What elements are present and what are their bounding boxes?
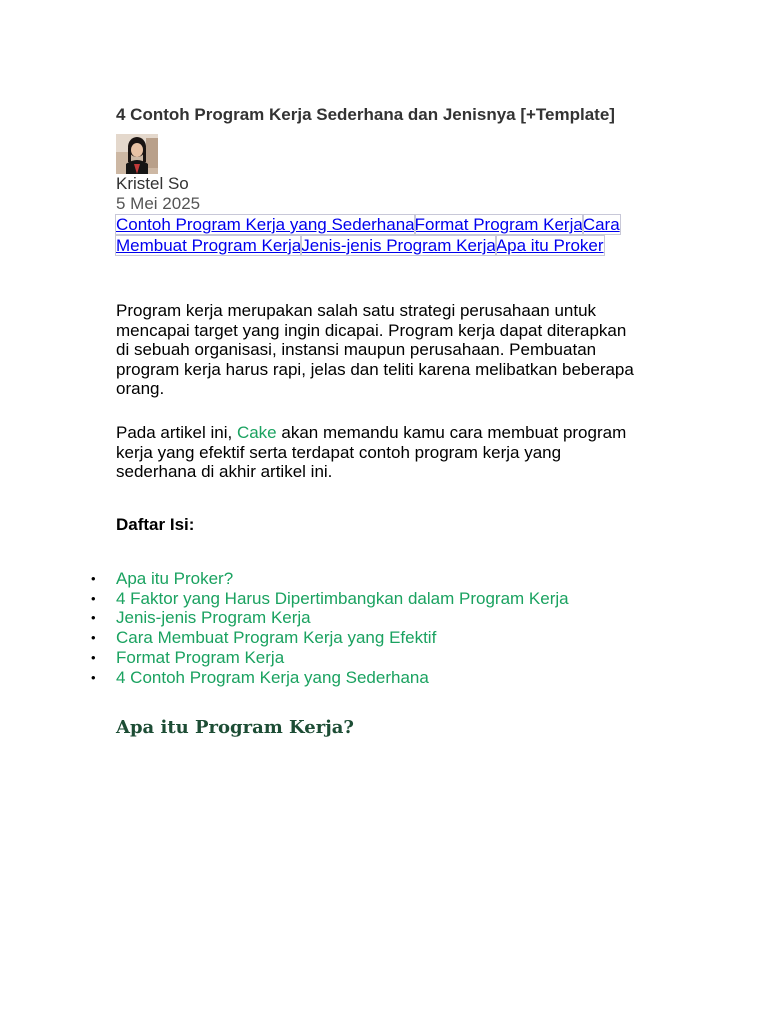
toc-item-label[interactable]: Jenis-jenis Program Kerja: [116, 608, 311, 628]
toc-item-label[interactable]: 4 Contoh Program Kerja yang Sederhana: [116, 667, 429, 687]
intro-text: akan memandu kamu cara membuat program kerja yang efektif serta terdapat contoh program kerja yang sederhana di akhir artikel ini.: [116, 423, 627, 482]
list-item[interactable]: [91, 608, 569, 628]
list-item[interactable]: [91, 588, 569, 609]
toc-item-label[interactable]: Cara Membuat Program Kerja yang Efektif: [116, 628, 437, 648]
toc-link[interactable]: Contoh Program Kerja yang Sederhana: [116, 215, 415, 234]
list-item[interactable]: [91, 569, 569, 589]
bullet-icon: •: [91, 610, 96, 626]
intro-paragraph: Program kerja merupakan salah satu strategi perusahaan untuk mencapai target yang ingin dicapai. Program kerja dapat diterapkan di sebuah organisasi, instansi maupun perusahaan. Pembuatan program kerja harus rapi, jelas dan teliti karena melibatkan beberapa orang.: [116, 301, 634, 399]
table-of-contents-links: [116, 214, 648, 256]
article-title: 4 Contoh Program Kerja Sederhana dan Jenisnya [+Template]: [116, 105, 615, 124]
toc-link[interactable]: Apa itu Proker: [495, 236, 604, 255]
list-item[interactable]: [91, 647, 569, 668]
section-heading: Apa itu Program Kerja?: [116, 717, 354, 738]
intro-text: Pada artikel ini,: [116, 423, 237, 442]
bullet-icon: •: [91, 571, 96, 586]
author-avatar: [116, 134, 158, 174]
list-item[interactable]: [91, 628, 569, 648]
daftar-isi-list: [91, 569, 569, 687]
author-name: Kristel So: [116, 174, 189, 193]
bullet-icon: •: [91, 669, 96, 685]
intro-paragraph-2: [116, 423, 636, 482]
publish-date: 5 Mei 2025: [116, 194, 201, 213]
bullet-icon: •: [91, 590, 96, 606]
toc-link[interactable]: Format Program Kerja: [414, 215, 583, 234]
author-photo-icon: [116, 134, 158, 174]
toc-item-label[interactable]: Apa itu Proker?: [116, 569, 234, 588]
toc-item-label[interactable]: Format Program Kerja: [116, 647, 285, 667]
toc-link[interactable]: Cara Membuat Program Kerja: [116, 215, 620, 255]
bullet-icon: •: [91, 630, 96, 646]
bullet-icon: •: [91, 649, 96, 665]
list-item[interactable]: [91, 667, 569, 688]
toc-link[interactable]: Jenis-jenis Program Kerja: [301, 236, 496, 255]
toc-item-label[interactable]: 4 Faktor yang Harus Dipertimbangkan dalam Program Kerja: [116, 588, 569, 608]
cake-link[interactable]: Cake: [236, 423, 277, 442]
daftar-isi-heading: Daftar Isi:: [116, 515, 195, 534]
